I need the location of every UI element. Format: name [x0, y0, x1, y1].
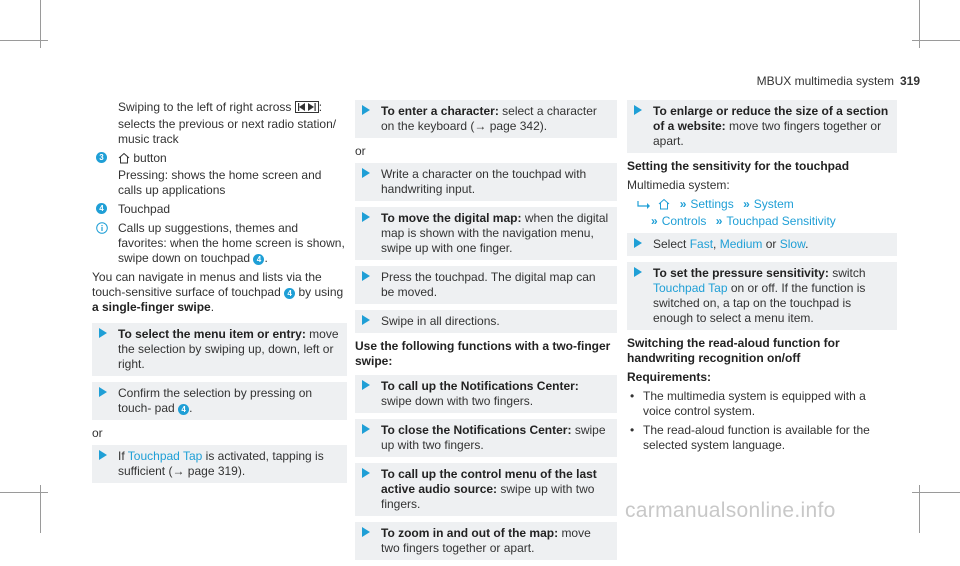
readaloud-heading-text: Switching the read-aloud function for handwriting recognition on/off [627, 336, 840, 365]
skip-back-forward-icon [295, 101, 319, 117]
arrow-icon [634, 105, 642, 115]
s8-bold: To call up the control menu of the last active audio source: [381, 467, 597, 496]
swipe-paragraph: Swiping to the left of right across : selects the previous or next radio station/ music track [118, 100, 337, 146]
header-title: MBUX multimedia system [756, 74, 894, 88]
c3-s3-text: on or off. If the function is switched on, a tap on the touchpad is enough to select a menu item. [653, 281, 866, 325]
requirement-2: The read-aloud function is available for the selected system language. [643, 423, 870, 452]
touchpad-sensitivity-link[interactable]: Touchpad Sensitivity [726, 214, 836, 228]
step-1-bold: To select the menu item or entry: [118, 327, 306, 341]
nav-paragraph: You can navigate in menus and lists via the touch-sensitive surface of touchpad 4 by using a single-finger swipe. [92, 270, 344, 314]
requirement-item [627, 389, 897, 419]
arrow-icon [99, 450, 107, 460]
arrow-icon [362, 468, 370, 478]
controls-link[interactable]: Controls [661, 214, 707, 228]
arrow-icon [99, 387, 107, 397]
item-3 [92, 151, 347, 198]
step-confirm: Confirm the selection by pressing on touch- pad 4 . [92, 382, 347, 420]
crop-mark [912, 40, 960, 41]
slow-option[interactable]: Slow [779, 237, 806, 251]
column-2 [355, 100, 617, 566]
settings-link[interactable]: Settings [690, 197, 734, 211]
step-select-menu [92, 323, 347, 376]
path-intro: Multimedia system: [627, 178, 730, 192]
s7-text: swipe up with two fingers. [381, 423, 606, 452]
page-number: 319 [899, 74, 920, 88]
arrow-icon [362, 424, 370, 434]
item-3-label: button [133, 151, 167, 165]
requirements-text: Requirements: [627, 370, 712, 384]
crop-mark [912, 492, 960, 493]
or-text: or [765, 237, 777, 251]
c3-s3-bold: To set the pressure sensitivity: [653, 266, 829, 280]
badge-3: 3 [96, 152, 107, 163]
touchpad-tap-link[interactable]: Touchpad Tap [653, 281, 728, 295]
arrow-icon [362, 212, 370, 222]
or-label: or [92, 426, 103, 440]
s2-text: Write a character on the touchpad with handwriting input. [381, 167, 587, 196]
s1-text: select a character on the keyboard (→ page 342). [381, 104, 597, 133]
badge-4: 4 [96, 203, 107, 214]
chevron-icon: » [651, 214, 658, 228]
c3-s1-bold: To enlarge or reduce the size of a section of a website: [653, 104, 889, 133]
step-swipe-all [355, 310, 617, 333]
home-icon [658, 198, 670, 214]
arrow-icon [634, 238, 642, 248]
s4-text: Press the touchpad. The digital map can be moved. [381, 270, 596, 299]
requirements-label [627, 370, 897, 385]
system-link[interactable]: System [753, 197, 794, 211]
step-control-menu [355, 463, 617, 516]
bullet-icon: • [630, 389, 635, 403]
info-note: Calls up suggestions, themes and favorites: when the home screen is shown, swipe down on touchpad 4 . [92, 221, 347, 266]
badge-4-inline-3: 4 [178, 404, 189, 415]
readaloud-heading [627, 336, 897, 366]
crop-mark [0, 40, 48, 41]
s9-bold: To zoom in and out of the map: [381, 526, 559, 540]
step-pressure-sensitivity [627, 262, 897, 330]
s6-text: swipe down with two fingers. [381, 394, 534, 408]
s5-text: Swipe in all directions. [381, 314, 500, 328]
s6-bold: To call up the Notifications Center: [381, 379, 579, 393]
select-text: Select [653, 237, 687, 251]
s1-bold: To enter a character: [381, 104, 499, 118]
column-3 [627, 100, 897, 457]
s3-text: when the digital map is shown with the navigation menu, swipe up with one finger. [381, 211, 609, 255]
column-1 [92, 100, 347, 489]
two-finger-heading-text: Use the following functions with a two-finger swipe: [355, 339, 611, 368]
arrow-icon [362, 380, 370, 390]
step-move-map [355, 207, 617, 260]
touchpad-tap-link[interactable]: Touchpad Tap [127, 449, 203, 463]
s9-text: move two fingers together or apart. [381, 526, 591, 555]
arrow-icon [634, 267, 642, 277]
crop-mark [0, 492, 48, 493]
arrow-icon [362, 315, 370, 325]
requirement-1: The multimedia system is equipped with a voice control system. [643, 389, 866, 418]
step-enter-character [355, 100, 617, 138]
step-3-a: If [118, 449, 125, 463]
nav-text-a: You can navigate in menus and lists via the touch-sensitive surface of touchpad [92, 270, 322, 299]
medium-option[interactable]: Medium [719, 237, 763, 251]
sensitivity-heading [627, 159, 897, 174]
s3-bold: To move the digital map: [381, 211, 522, 225]
s7-bold: To close the Notifications Center: [381, 423, 572, 437]
sensitivity-heading-text: Setting the sensitivity for the touchpad [627, 159, 850, 173]
chevron-icon: » [743, 197, 750, 211]
arrow-icon [362, 527, 370, 537]
path-arrow-icon [637, 199, 651, 214]
step-zoom-map [355, 522, 617, 560]
step-press-touchpad [355, 266, 617, 304]
menu-path [627, 197, 897, 229]
or-label: or [355, 144, 366, 158]
c3-s1-text: move two fingers together or apart. [653, 119, 882, 148]
nav-text-b: by using [298, 285, 344, 299]
arrow-icon [99, 328, 107, 338]
two-finger-heading [355, 339, 617, 369]
item-3-desc: Pressing: shows the home screen and calls up applications [118, 168, 322, 197]
step-enlarge-section [627, 100, 897, 153]
step-touchpad-tap [92, 445, 347, 483]
arrow-icon [362, 168, 370, 178]
bullet-icon: • [630, 423, 635, 437]
nav-text-c: a single-finger swipe [92, 300, 211, 314]
chevron-icon: » [679, 197, 687, 211]
info-text: Calls up suggestions, themes and favorites: when the home screen is shown, swipe down on touchpad [118, 221, 345, 265]
step-2-text: Confirm the selection by pressing on touch- pad [118, 386, 313, 415]
step-call-notifications [355, 375, 617, 413]
swipe-text-2: selects the previous or next radio station/ music track [118, 117, 337, 146]
item-4 [92, 202, 347, 217]
requirement-item [627, 423, 897, 453]
switch-text: switch [832, 266, 866, 280]
swipe-text: Swiping to the left of right across [118, 100, 292, 114]
step-1-text: move the selection by swiping up, down, left or right. [118, 327, 339, 371]
page-header [700, 74, 920, 89]
badge-4-inline: 4 [253, 254, 264, 265]
chevron-icon: » [715, 214, 723, 228]
s8-text: swipe up with two fingers. [381, 482, 595, 511]
arrow-icon [362, 271, 370, 281]
arrow-icon [362, 105, 370, 115]
badge-4-inline-2: 4 [284, 288, 295, 299]
fast-option[interactable]: Fast [689, 237, 714, 251]
step-select-speed: Select Fast, Medium or Slow. [627, 233, 897, 256]
watermark: carmanualsonline.info [625, 499, 836, 522]
step-handwriting [355, 163, 617, 201]
home-icon [118, 152, 130, 168]
step-close-notifications [355, 419, 617, 457]
info-icon [96, 222, 108, 238]
item-4-label: Touchpad [118, 202, 171, 216]
step-3-b: is activated, tapping is sufficient (→ page 319). [118, 449, 324, 478]
